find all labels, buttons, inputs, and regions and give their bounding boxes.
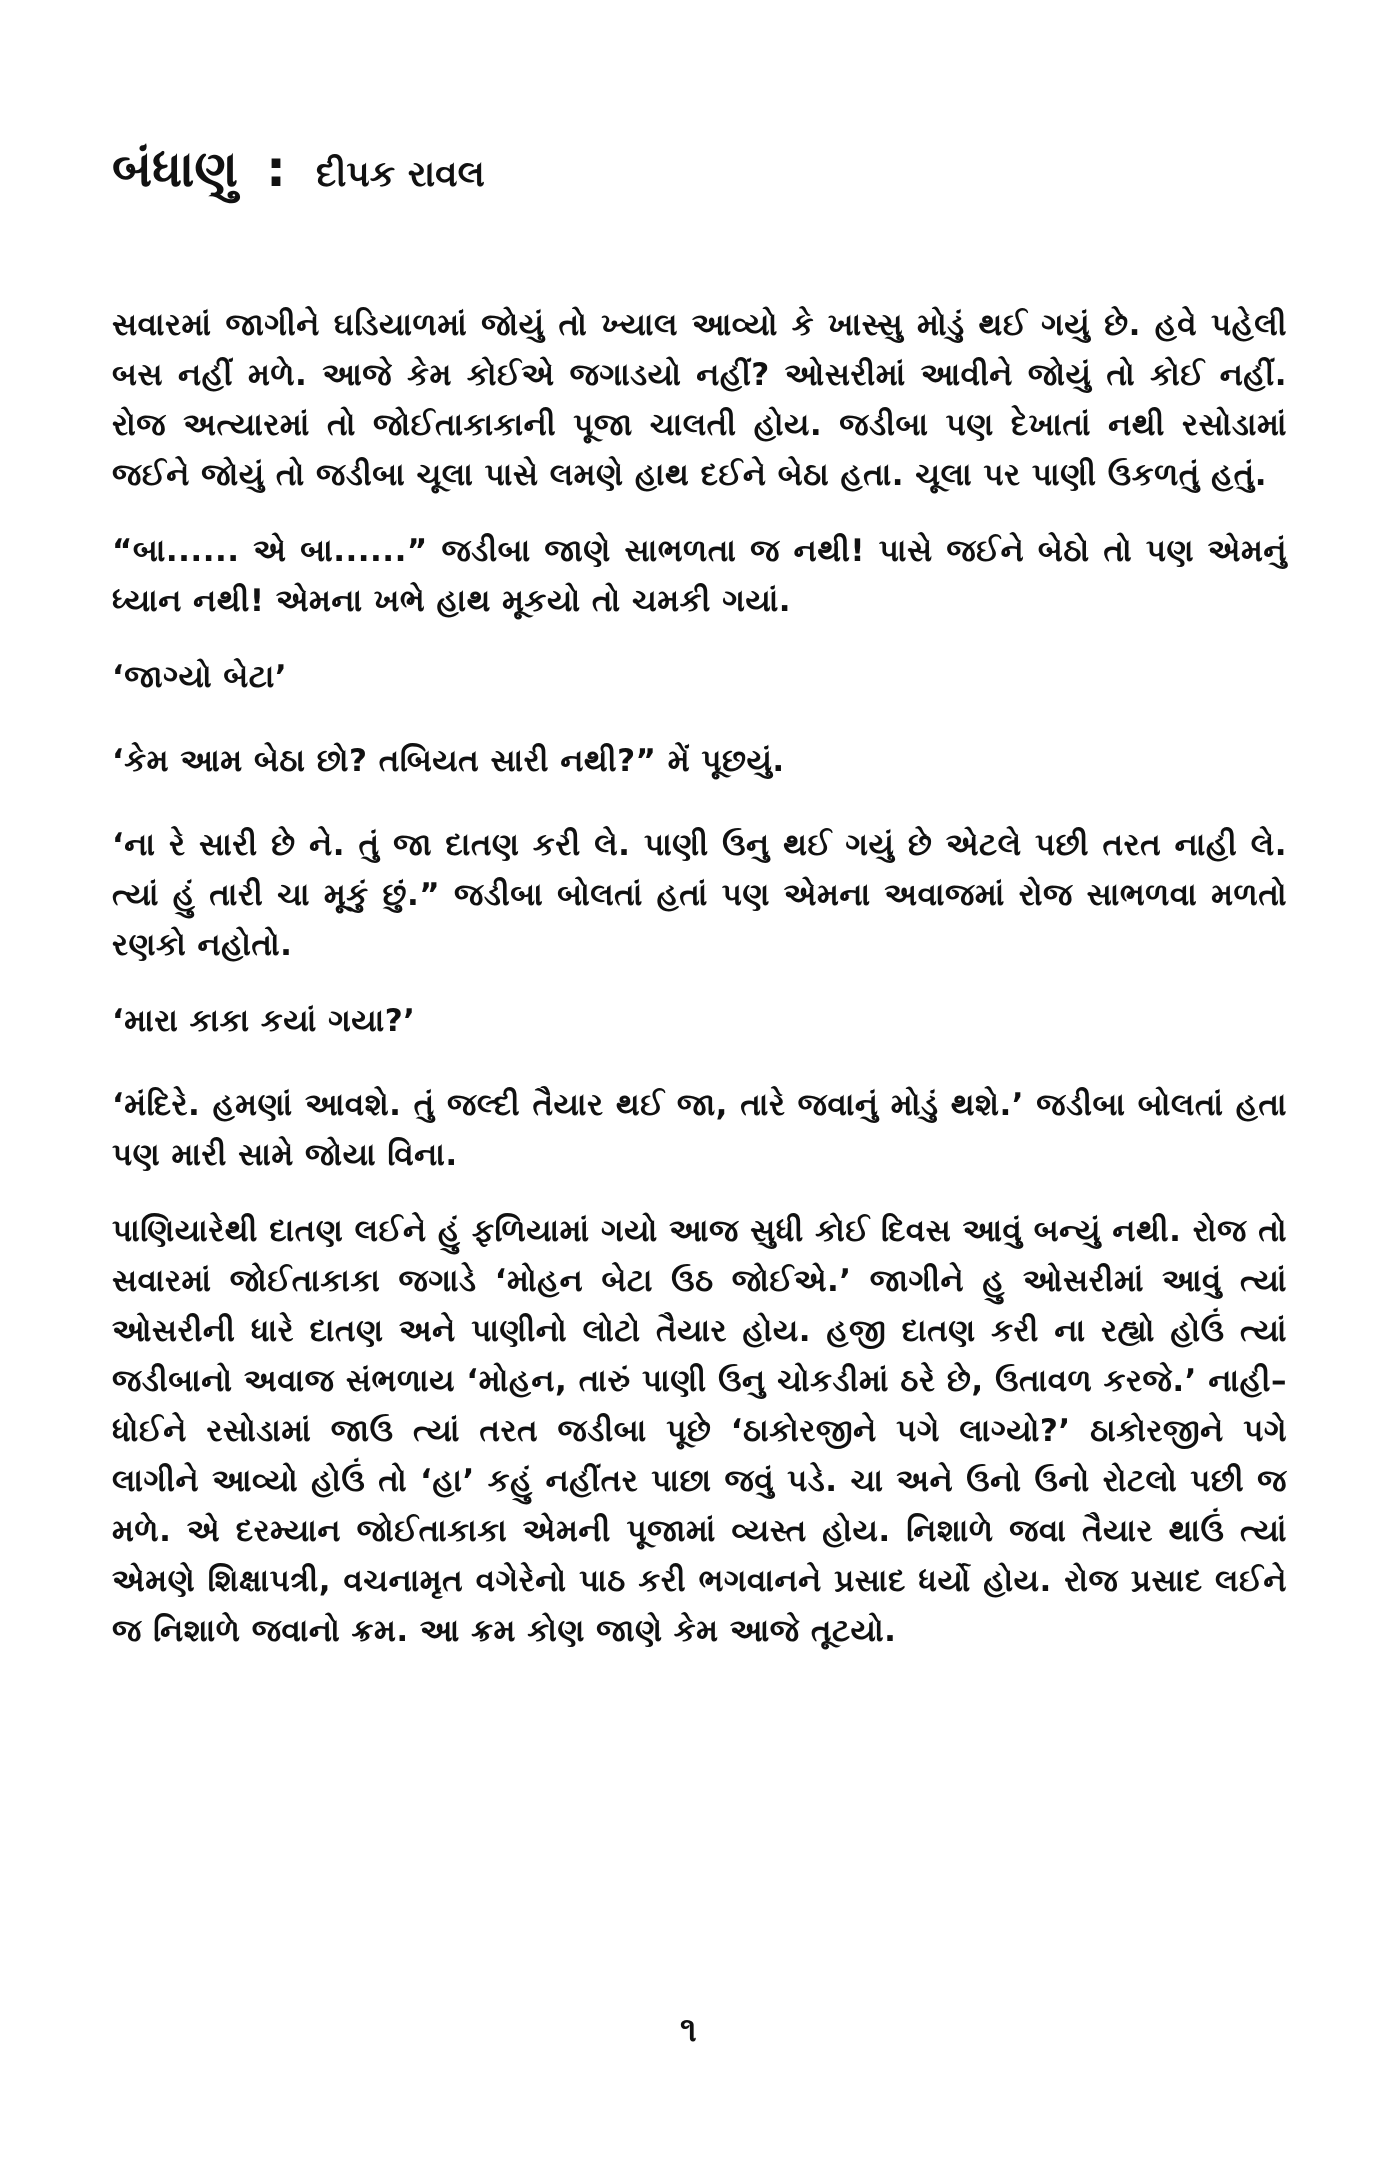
paragraph: ‘જાગ્યો બેટા’	[112, 659, 288, 695]
paragraph: ‘મારા કાકા કયાં ગયા?’	[112, 1003, 416, 1039]
paragraph: ‘મંદિરે. હમણાં આવશે. તું જલ્દી તૈયાર થઈ જા, તારે જવાનું મોડું થશે.’ જડીબા બોલતાં હતા પણ મારી સામે જોયા વિના.	[112, 1087, 1287, 1173]
page-number: ૧	[680, 2010, 697, 2050]
paragraph: સવારમાં જાગીને ઘડિયાળમાં જોયું તો ખ્યાલ આવ્યો કે ખાસ્સુ મોડું થઈ ગયું છે. હવે પહેલી બસ નહીં મળે. આજે કેમ કોઈએ જગાડયો નહીં? ઓસરીમાં આવીને જોયું તો કોઈ નહીં. રોજ અત્યારમાં તો જોઈતાકાકાની પૂજા ચાલતી હોય. જડીબા પણ દેખાતાં નથી રસોડામાં જઈને જોયું તો જડીબા ચૂલા પાસે લમણે હાથ દઈને બેઠા હતા. ચૂલા પર પાણી ઉકળતું હતું.	[112, 307, 1287, 493]
paragraph: ‘ના રે સારી છે ને. તું જા દાતણ કરી લે. પાણી ઉનુ થઈ ગયું છે એટલે પછી તરત નાહી લે. ત્યાં હું તારી ચા મૂકું છું.” જડીબા બોલતાં હતાં પણ એમના અવાજમાં રોજ સાભળવા મળતો રણકો નહોતો.	[112, 827, 1287, 963]
paragraph: પાણિયારેથી દાતણ લઈને હું ફળિયામાં ગયો આજ સુધી કોઈ દિવસ આવું બન્યું નથી. રોજ તો સવારમાં જોઈતાકાકા જગાડે ‘મોહન બેટા ઉઠ જોઈએ.’ જાગીને હુ ઓસરીમાં આવું ત્યાં ઓસરીની ધારે દાતણ અને પાણીનો લોટો તૈયાર હોય. હજી દાતણ કરી ના રહ્યો હોઉં ત્યાં જડીબાનો અવાજ સંભળાય ‘મોહન, તારું પાણી ઉનુ ચોકડીમાં ઠરે છે, ઉતાવળ કરજે.’ નાહી–ધોઈને રસોડામાં જાઉ ત્યાં તરત જડીબા પૂછે ‘ઠાકોરજીને પગે લાગ્યો?’ ઠાકોરજીને પગે લાગીને આવ્યો હોઉં તો ‘હા’ કહું નહીંતર પાછા જવું પડે. ચા અને ઉનો ઉનો રોટલો પછી જ મળે. એ દરમ્યાન જોઈતાકાકા એમની પૂજામાં વ્યસ્ત હોય. નિશાળે જવા તૈયાર થાઉં ત્યાં એમણે શિક્ષાપત્રી, વચનામૃત વગેરેનો પાઠ કરી ભગવાનને પ્રસાદ ધર્યો હોય. રોજ પ્રસાદ લઈને જ નિશાળે જવાનો ક્રમ. આ ક્રમ કોણ જાણે કેમ આજે તૂટયો.	[112, 1213, 1287, 1649]
title-separator: :	[266, 140, 286, 198]
chapter-title: બંધાણુ	[112, 140, 238, 198]
paragraph: “બા...... એ બા......” જડીબા જાણે સાભળતા જ નથી! પાસે જઈને બેઠો તો પણ એમનું ધ્યાન નથી! એમના ખભે હાથ મૂકયો તો ચમકી ગયાં.	[112, 533, 1287, 619]
author-name: દીપક રાવલ	[316, 154, 485, 195]
paragraph: ‘કેમ આમ બેઠા છો? તબિયત સારી નથી?” મેં પૂછયું.	[112, 743, 785, 779]
story-body	[112, 300, 1287, 1682]
chapter-header	[112, 140, 485, 199]
